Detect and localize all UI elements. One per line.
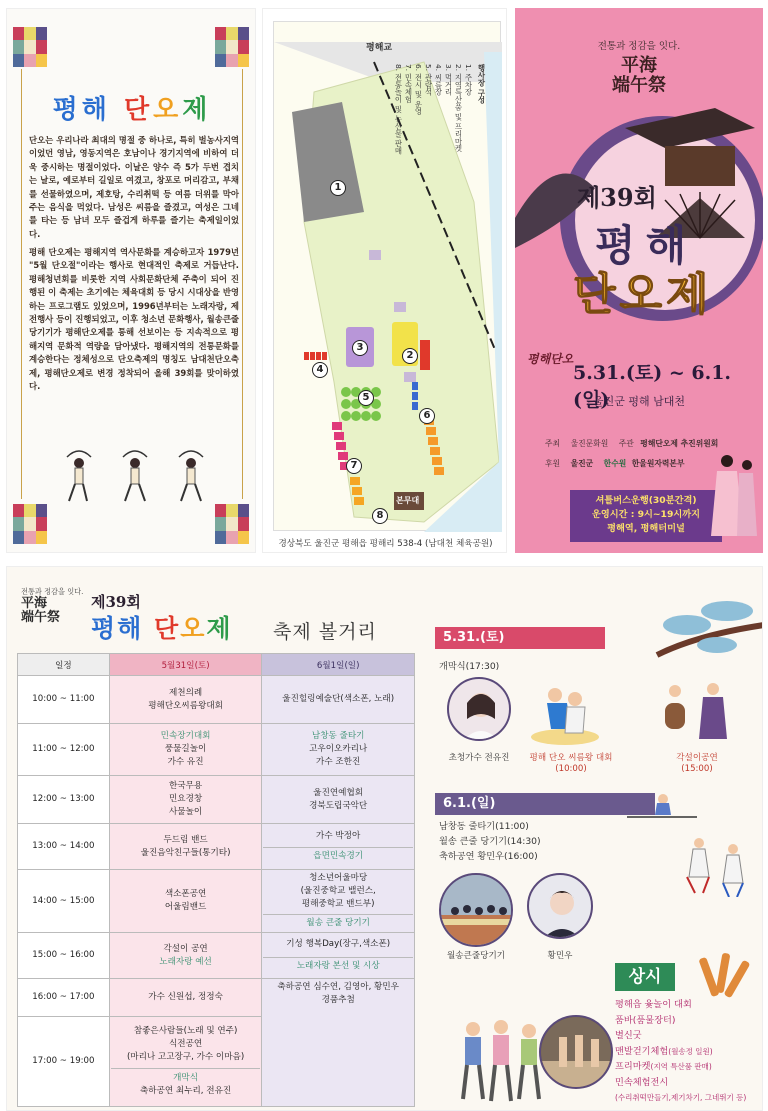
schedule-header: 6월1일(일) (262, 654, 415, 676)
intro-paragraph-1: 단오는 우리나라 최대의 명절 중 하나로, 특히 벌농사지역이었던 영남, 영동지역은 호남이나 경기지역에 비하여 더욱 중시하는 명절이었다. 이날은 양수 즉 5가 두번 겹치는 날로, 예로부터 길일로 여겼고, 창포로 머리감고, 부채를 선물하였으며, 제호탕, 수리취떡 등 여름 더위를 막아주는 음식을 먹었다. 남성은 씨름을 즐겼고, 여성은 그네를 타는 등 남녀 모두 즐겁게 하루를 즐기는 축제일이었다. (29, 135, 239, 239)
singer-photo (447, 677, 511, 741)
title-char: 해 (81, 95, 111, 125)
time-cell: 14:00 ~ 15:00 (18, 870, 110, 933)
schedule-header: 5월31일(토) (109, 654, 262, 676)
day1-caption (527, 753, 615, 775)
schedule-highlight: 노래자랑 본선 및 시상 (263, 957, 413, 973)
pine-tree-illustration (647, 585, 763, 673)
cover-tagline: 전통과 정감을 잇다. (597, 41, 681, 52)
schedule-text: 청소년어울마당 (울진중학교 밸런스, 평해중학교 밴드부) (300, 873, 376, 909)
tightrope-and-dancers-illustration (627, 787, 763, 897)
caption-time: (10:00) (555, 764, 587, 774)
day1-event: 개막식(17:30) (439, 661, 500, 672)
schedule-highlight: 남창동 줄타기 (311, 731, 365, 741)
schedule-text: 가수 박정아 (316, 831, 361, 841)
day2-caption: 황민우 (547, 951, 573, 961)
schedule-cell (262, 870, 415, 933)
time-cell: 11:00 ~ 12:00 (18, 724, 110, 776)
day2-header: 6.1.(일) (435, 793, 655, 815)
zone-marker-5[interactable]: 5 (358, 390, 374, 406)
zone-marker-2[interactable]: 2 (402, 348, 418, 364)
program-tagline: 전통과 정감을 잇다. (21, 587, 84, 596)
schedule-cell (262, 933, 415, 979)
schedule-highlight: 읍면민속경기 (263, 847, 413, 863)
program-panel (6, 566, 763, 1111)
day2-event: 남창동 줄타기(11:00) (439, 821, 529, 832)
schedule-cell (109, 933, 262, 979)
title-char: 단 (123, 95, 154, 125)
schedule-text: 참좋은사람들(노래 및 연주) 식전공연 (마리나 고고장구, 가수 이마음) (126, 1026, 245, 1062)
schedule-cell (109, 1017, 262, 1107)
schedule-cell: 울진힐링예술단(색소폰, 노래) (262, 676, 415, 724)
always-on-item (615, 1075, 746, 1091)
schedule-text: 각설이 공연 (163, 943, 208, 954)
day2-events (439, 819, 541, 864)
logo-line: 平海 (621, 55, 657, 76)
schedule-text: 축하공연 최누리, 전유진 (139, 1086, 232, 1096)
sponsor-name: 울진군 (570, 459, 594, 468)
zone-marker-1[interactable]: 1 (330, 180, 346, 196)
title-char: 오 (153, 95, 183, 125)
shuttle-info-box (570, 490, 722, 542)
day2-event: 축하공연 황민우(16:00) (439, 851, 538, 862)
program-title (91, 609, 233, 645)
zone-marker-4[interactable]: 4 (312, 362, 328, 378)
schedule-cell (262, 824, 415, 870)
corner-pattern (13, 504, 47, 544)
always-on-item-sub: (수리취떡만들기,제기차기, 그네뛰기 등) (615, 1093, 747, 1102)
title-char: 평 (52, 95, 82, 125)
program-edition: 제39회 (91, 593, 141, 611)
title-char: 평 (91, 614, 118, 643)
day1-caption: 초청가수 전유진 (448, 753, 510, 763)
title-char: 해 (117, 614, 144, 643)
always-on-list (615, 997, 746, 1106)
schedule-cell (109, 724, 262, 776)
schedule-highlight: 노래자랑 예선 (159, 956, 212, 967)
schedule-text: 기성 행복Day(장구,색소폰) (286, 939, 391, 949)
schedule-highlight: 개막식 (111, 1068, 261, 1085)
organizer-name: 울진문화원 (570, 439, 609, 448)
venue-map-panel (262, 8, 507, 553)
sponsor-label: 후원 (545, 459, 561, 468)
caption-time: (15:00) (681, 764, 713, 774)
schedule-highlight: 민속장기대회 (160, 731, 211, 741)
always-on-item: 평해읍 윷놀이 대회 (615, 999, 692, 1010)
intro-panel (6, 8, 256, 553)
zone-marker-7[interactable]: 7 (346, 458, 362, 474)
schedule-cell (262, 724, 415, 776)
title-char: 제 (182, 95, 212, 125)
corner-pattern (13, 27, 47, 67)
legend-item: 1. 주차장 (464, 64, 473, 96)
day2-event: 월송 큰줄 당기기(14:30) (439, 836, 541, 847)
host-label: 주관 (618, 439, 634, 448)
cover-title-line1: 평해 (595, 221, 697, 270)
shuttle-line: 운영시간 : 9시~19시까지 (592, 509, 700, 520)
bridge-label: 평해교 (366, 43, 393, 53)
cover-dates: 5.31.(토) ~ 6.1.(일) (573, 362, 732, 411)
always-on-item: 품바(품물장터) (615, 1014, 676, 1026)
walking-people-illustration (453, 1019, 553, 1107)
time-cell: 12:00 ~ 13:00 (18, 776, 110, 824)
title-char: 단 (154, 614, 181, 643)
logo-line: 端午祭 (21, 610, 61, 625)
intro-paragraph-2: 평해 단오제는 평해지역 역사문화를 계승하고자 1979년 "5월 단오절"이라는 행사로 현대적인 축제로 거듭난다. 평해청년회를 비롯한 지역 사회문화단체 주축이 되어 진행된 이 축제는 초기에는 체육대회 등 당시 시대상을 반영하는 프로그램도 있었으며, 1996년부터는 노래자랑, 제전행사 등이 진행되었고, 이후 청소년 문화행사, 월송큰줄당기기가 평해단오제를 통해 선보이는 등 지속적으로 평해지역 문화적 역량을 담아냈다. 평해지역의 전통문화를 계승한다는 정체성으로 단오축제의 명칭도 남대천단오축제, 평해단오제로 변경 정착되어 올해 39회를 맞이하였다. (29, 247, 239, 392)
item-main: 프리마켓 (615, 1061, 651, 1072)
hanbok-ladies-illustration (709, 451, 757, 541)
always-on-item (615, 1059, 746, 1075)
day1-caption (657, 753, 737, 775)
barefoot-walk-photo (539, 1015, 613, 1089)
legend-item: 6. 전시 및 운영 (414, 64, 423, 116)
item-main: 민속체험전시 (615, 1076, 669, 1088)
item-sub: (월송정 일원) (668, 1046, 713, 1056)
cover-title-line2: 단오제 (573, 269, 713, 320)
shuttle-line: 셔틀버스운행(30분간격) (595, 495, 697, 506)
intro-title (7, 89, 256, 126)
yut-sticks-illustration (697, 947, 757, 1007)
program-calligraphy-logo (21, 597, 60, 625)
legend-item: 7. 민속체험 (404, 64, 413, 104)
title-char: 오 (180, 614, 207, 643)
always-on-item (615, 1044, 746, 1060)
stage-label: 본무대 (396, 496, 420, 505)
schedule-cell: 축하공연 심수연, 김영아, 황민우 경품추첨 (262, 979, 415, 1107)
time-cell: 17:00 ~ 19:00 (18, 1017, 110, 1107)
shuttle-line: 평해역, 평해터미널 (607, 523, 685, 534)
cover-panel (515, 8, 763, 553)
time-cell: 10:00 ~ 11:00 (18, 676, 110, 724)
item-sub: (지역 특산품 판매) (650, 1062, 712, 1071)
title-char: 제 (206, 614, 233, 643)
legend-item: 4. 씨름장 (434, 64, 443, 96)
legend-item: 8. 전통놀이 및 농산물 판매 (394, 64, 403, 155)
program-subtitle: 축제 볼거리 (273, 621, 377, 643)
legend-title: 행사장 구성 (477, 64, 486, 104)
ssireum-illustration (527, 677, 603, 747)
schedule-cell: 두드림 밴드 울진음악친구들(통기타) (109, 824, 262, 870)
schedule-cell: 제천의례 평해단오씨름왕대회 (109, 676, 262, 724)
logo-line: 端午祭 (612, 75, 666, 96)
sponsor-name: 한수원 (603, 459, 627, 468)
zone-marker-3[interactable]: 3 (352, 340, 368, 356)
time-cell: 16:00 ~ 17:00 (18, 979, 110, 1017)
cover-venue: 울진군 평해 남대천 (592, 395, 685, 408)
legend-item: 5. 관람석 (424, 64, 433, 96)
schedule-text: 고우이오카리나 가수 조한진 (309, 744, 368, 767)
schedule-cell: 울진연예협회 경북도립국악단 (262, 776, 415, 824)
item-main: 맨발걷기체험 (615, 1045, 669, 1057)
gakseori-performers-illustration (655, 677, 735, 747)
schedule-text: 풍물길놀이 가수 유진 (164, 744, 207, 767)
singer-photo (527, 873, 593, 939)
masked-dancers-illustration (57, 449, 217, 504)
legend-item: 2. 지역특산품 및 프리마켓 (454, 64, 463, 153)
sponsor-row (545, 458, 684, 469)
always-on-item: 별신굿 (615, 1030, 642, 1041)
tug-of-war-photo (439, 873, 513, 947)
legend-item: 3. 먹거리 (444, 64, 453, 96)
schedule-cell: 가수 신원섭, 정정숙 (109, 979, 262, 1017)
schedule-cell: 색소폰공연 어울림밴드 (109, 870, 262, 933)
map-address-caption: 경상북도 울진군 평해읍 평해리 538-4 (남대천 체육공원) (278, 539, 493, 549)
day2-caption: 월송큰줄당기기 (446, 951, 506, 961)
corner-pattern (215, 504, 249, 544)
zone-marker-6[interactable]: 6 (419, 408, 435, 424)
caption-text: 평해 단오 씨름왕 대회 (529, 753, 613, 763)
schedule-table (17, 653, 415, 1107)
always-on-header: 상시 (615, 963, 675, 991)
logo-line: 平海 (21, 596, 48, 611)
day1-header: 5.31.(토) (435, 627, 605, 649)
cover-signature: 평해단오 (527, 352, 574, 366)
schedule-cell: 한국무용 민요경창 사물놀이 (109, 776, 262, 824)
time-cell: 15:00 ~ 16:00 (18, 933, 110, 979)
zone-marker-8[interactable]: 8 (372, 508, 388, 524)
corner-pattern (215, 27, 249, 67)
cover-edition: 제39회 (577, 183, 657, 212)
sponsor-name: 한울원자력본부 (631, 459, 685, 468)
schedule-header: 일정 (18, 654, 110, 676)
map-legend (393, 64, 486, 224)
caption-text: 각설이공연 (676, 753, 718, 763)
organizer-label: 주최 (545, 439, 561, 448)
time-cell: 13:00 ~ 14:00 (18, 824, 110, 870)
schedule-highlight: 월송 큰줄 당기기 (263, 914, 413, 930)
organizer-row (545, 438, 718, 449)
host-name: 평해단오제 추진위원회 (640, 439, 719, 448)
